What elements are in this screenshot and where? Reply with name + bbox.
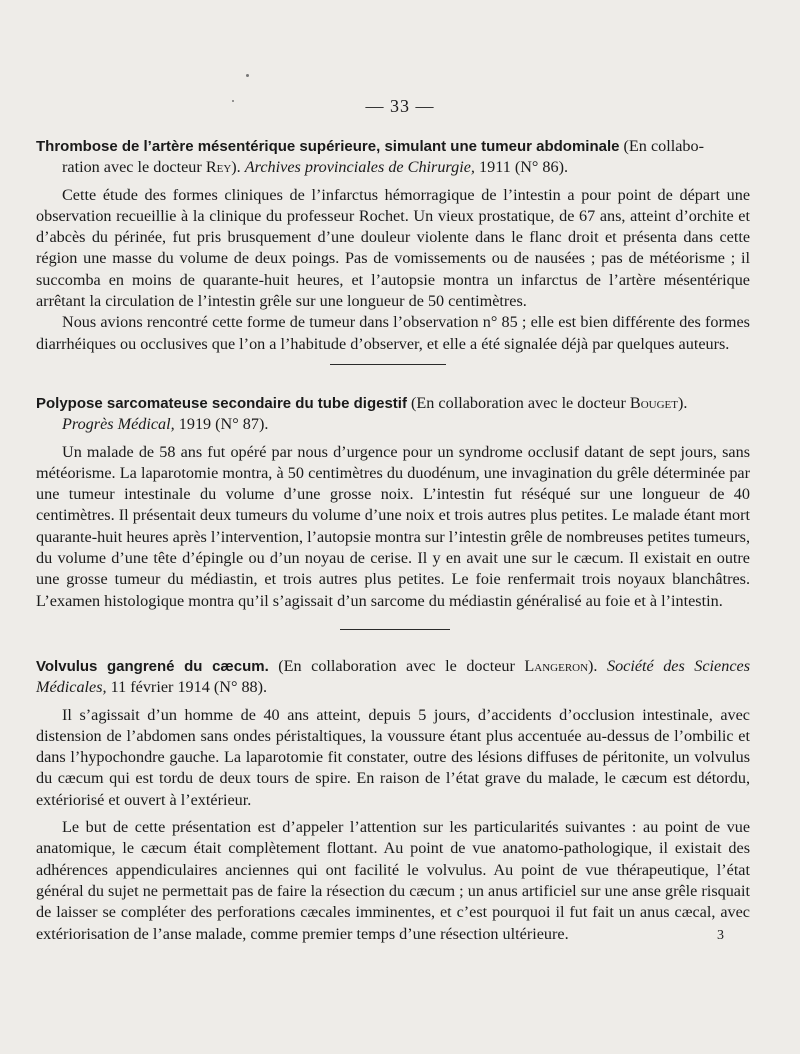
entry-title: Polypose sarcomateuse secondaire du tube digestif xyxy=(36,395,407,412)
collaboration-close: ). xyxy=(677,394,688,412)
signature-mark: 3 xyxy=(717,928,724,943)
entry-paragraph: Cette étude des formes cliniques de l’infarctus hémorragique de l’intestin a pour point de départ une observation recueillie à la clinique du professeur Rochet. Un vieux prostatique, de 67 ans, atteint d’orchite et d’abcès du périnée, fut pris brusquement d’une douleur violente dans le flanc droit et présenta dans cette région une masse du volume de deux poings. Pas de vomissements ou de nausées ; pas de météorisme ; il succomba en moins de quarante-huit heures, et l’autopsie montra un infarctus de l’artère mésentérique arrêtant la circulation de l’intestin grêle sur une longueur de 50 centimètres. xyxy=(36,185,750,311)
collaborator-name: Langeron xyxy=(524,657,589,675)
collaborator-name: Bouget xyxy=(629,394,678,412)
entry-heading xyxy=(36,393,750,436)
collaboration-note: (En collaboration avec le docteur xyxy=(278,657,525,675)
entry-title: Thrombose de l’artère mésentérique supérieure, simulant une tumeur abdominale xyxy=(36,138,620,155)
collaboration-note: (En collabo- xyxy=(623,137,704,155)
collaborator-name: Rey xyxy=(205,158,232,177)
bibliography-entry xyxy=(36,656,750,945)
page-number: — 33 — xyxy=(365,96,435,116)
entry-heading-continuation xyxy=(36,157,750,178)
section-divider xyxy=(340,629,450,630)
journal-name: Archives provinciales de Chirurgie, xyxy=(244,158,475,177)
citation: 11 février 1914 (N° 88). xyxy=(110,678,268,697)
bibliography-entry xyxy=(36,393,750,612)
entry-heading-continuation xyxy=(36,414,750,435)
entry-paragraph: Il s’agissait d’un homme de 40 ans atteint, depuis 5 jours, d’accidents d’occlusion intestinale, avec distension de l’abdomen sans ondes péristaltiques, la voussure étant plus accentuée au-dessus de l’ombilic et dans l’hypochondre gauche. La laparotomie fit constater, outre des lésions diffuses de péritonite, un volvulus du cæcum qui est tordu de deux tours de spire. En raison de l’état grave du malade, le cæcum est détordu, extériorisé et ouvert à l’extérieur. xyxy=(36,705,750,809)
collaboration-note-continued: ration avec le docteur xyxy=(62,158,206,177)
collaboration-close: ). xyxy=(231,158,241,177)
collaboration-close: ). xyxy=(588,657,598,675)
entry-paragraph: Nous avions rencontré cette forme de tumeur dans l’observation n° 85 ; elle est bien différente des formes diarrhéiques ou occlusives que l’on a l’habitude d’observer, et elle a été signalée déjà par quelques auteurs. xyxy=(36,313,750,353)
citation: 1911 (N° 86). xyxy=(479,158,569,177)
entry-heading xyxy=(36,136,750,179)
journal-name: Société des Sciences Médicales, xyxy=(36,657,751,697)
print-speck xyxy=(246,74,249,77)
entry-heading xyxy=(36,656,750,699)
journal-name: Progrès Médical, xyxy=(62,415,175,434)
collaboration-note: (En collaboration avec le docteur xyxy=(411,394,630,412)
entry-paragraph: Le but de cette présentation est d’appeler l’attention sur les particularités suivantes : au point de vue anatomique, le cæcum était complètement flottant. Au point de vue anatomo-pathologique, il existait des adhérences appendiculaires anciennes qui ont facilité le volvulus. Au point de vue thérapeutique, l’état général du sujet ne permettait pas de faire la résection du cæcum ; un anus artificiel sur une anse grêle risquait de laisser se compléter des perforations cæcales imminentes, et c’est pourquoi il fut fait un anus cæcal, avec extériorisation de l’anse malade, comme premier temps d’une résection ultérieure. xyxy=(36,818,750,943)
entry-title: Volvulus gangrené du cæcum. xyxy=(36,658,269,675)
entry-paragraph: Un malade de 58 ans fut opéré par nous d’urgence pour un syndrome occlusif datant de sept jours, sans météorisme. La laparotomie montra, à 50 centimètres du duodénum, une invagination du grêle déterminée par une tumeur intestinale du volume d’une grosse noix. L’intestin fut réséqué sur une longueur de 40 centimètres. Il présentait deux tumeurs du volume d’une noix et trois autres plus petites. Le malade étant mort quarante-huit heures après l’intervention, l’autopsie montra sur l’intestin grêle de nombreuses petites tumeurs, du volume d’une tête d’épingle ou d’un noyau de cerise. Il y en avait une sur le cæcum. Il existait en outre une grosse tumeur du médiastin, et trois autres plus petites. Le foie renfermait trois noyaux blanchâtres. L’examen histologique montra qu’il s’agissait d’un sarcome du médiastin généralisé au foie et à l’intestin. xyxy=(36,442,750,610)
citation: 1919 (N° 87). xyxy=(178,415,269,434)
section-divider xyxy=(330,364,446,365)
bibliography-entry xyxy=(36,136,750,355)
